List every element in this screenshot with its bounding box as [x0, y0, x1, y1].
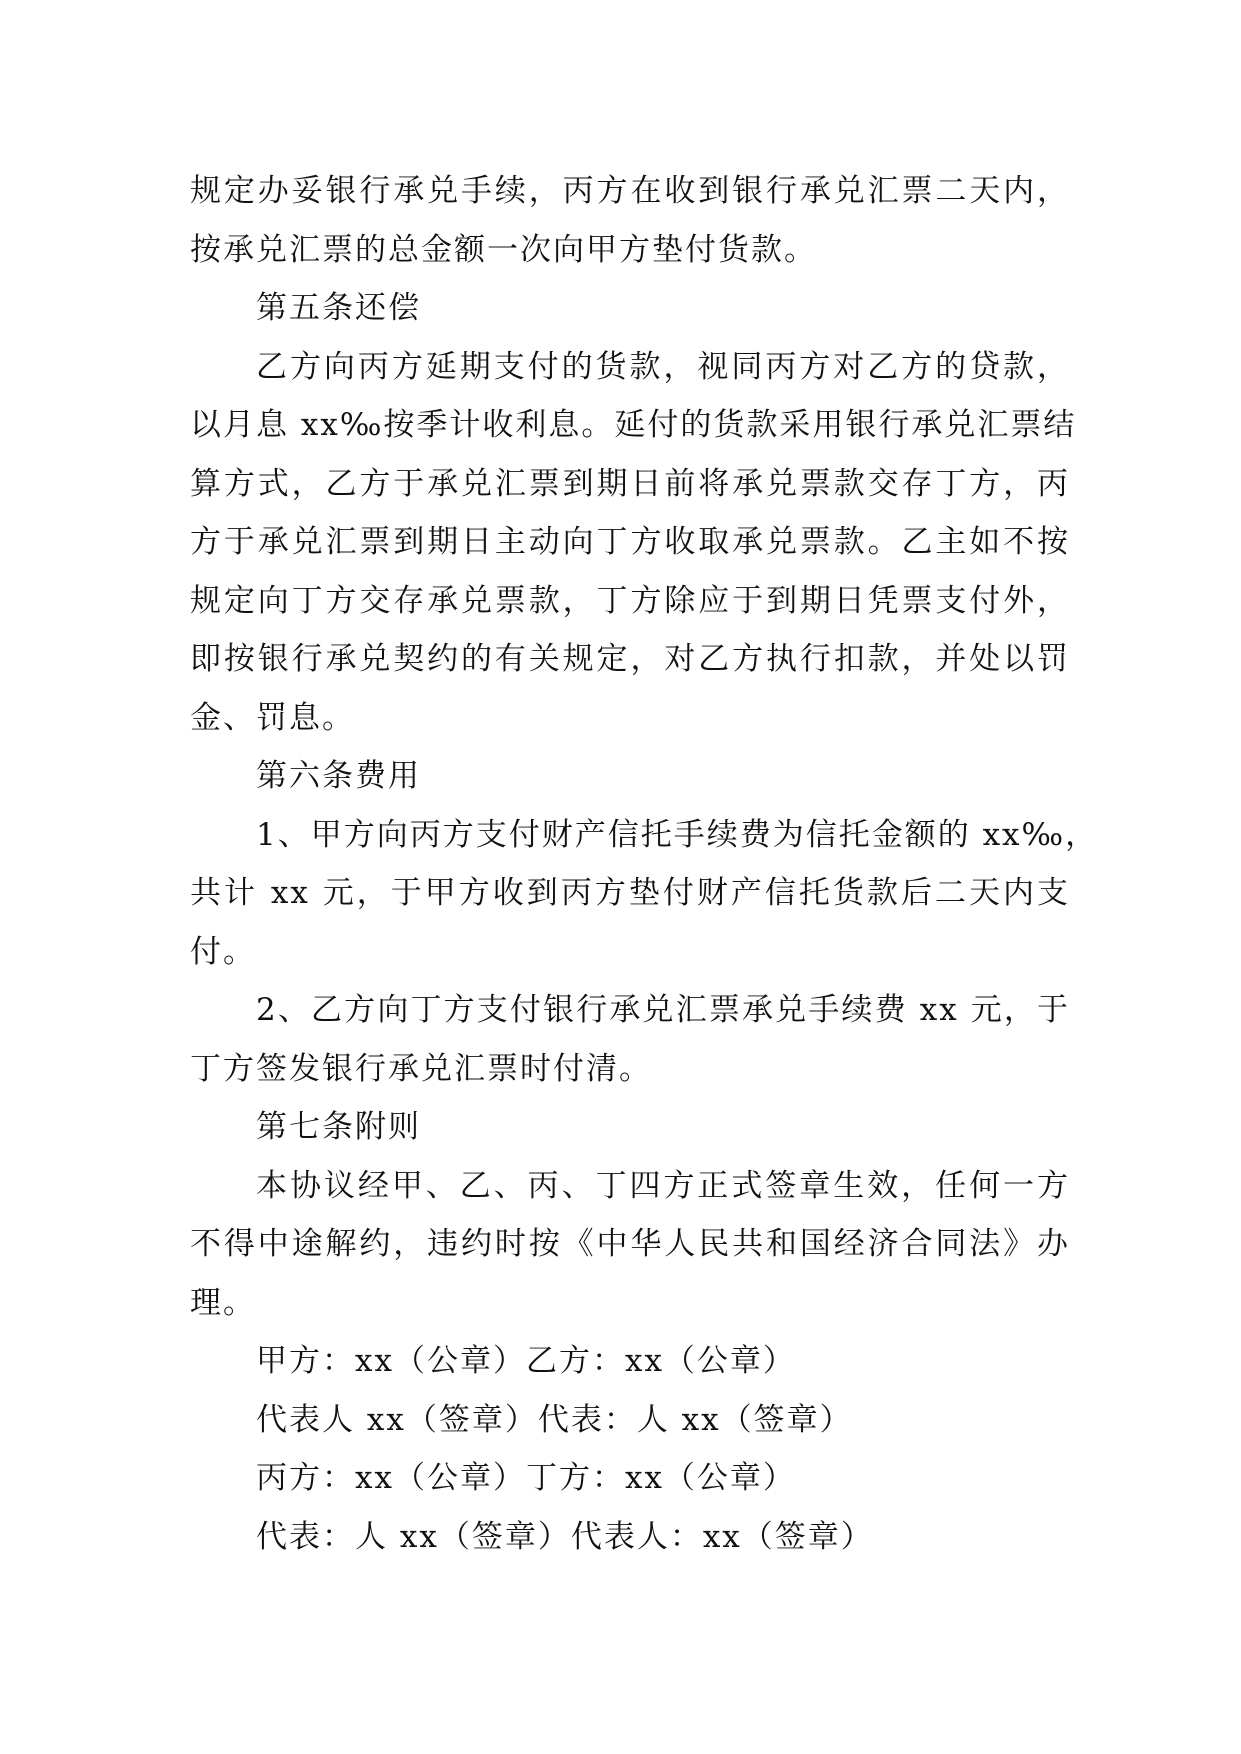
paragraph-line: 共计 xx 元，于甲方收到丙方垫付财产信托货款后二天内支 [190, 875, 1070, 911]
paragraph-line: 理。 [190, 1284, 256, 1321]
paragraph-line: 不得中途解约，违约时按《中华人民共和国经济合同法》办 [190, 1226, 1070, 1262]
signature-line: 代表人 xx（签章）代表：人 xx（签章） [256, 1401, 853, 1438]
document-body [190, 162, 1099, 1566]
paragraph-line: 1、甲方向丙方支付财产信托手续费为信托金额的 xx‰， [256, 816, 1099, 853]
section-heading: 第七条附则 [256, 1109, 421, 1145]
paragraph-line: 算方式，乙方于承兑汇票到期日前将承兑票款交存丁方，丙 [190, 465, 1070, 502]
paragraph-line: 2、乙方向丁方支付银行承兑汇票承兑手续费 xx 元，于 [256, 992, 1070, 1028]
paragraph-line: 规定办妥银行承兑手续，丙方在收到银行承兑汇票二天内， [190, 173, 1070, 209]
paragraph-line: 即按银行承兑契约的有关规定，对乙方执行扣款，并处以罚 [190, 641, 1070, 677]
paragraph-line: 金、罚息。 [190, 699, 355, 736]
paragraph-line: 丁方签发银行承兑汇票时付清。 [190, 1050, 652, 1087]
signature-line: 甲方：xx（公章）乙方：xx（公章） [256, 1343, 796, 1379]
paragraph-line: 以月息 xx‰按季计收利息。延付的货款采用银行承兑汇票结 [190, 407, 1077, 443]
paragraph-line: 本协议经甲、乙、丙、丁四方正式签章生效，任何一方 [256, 1167, 1070, 1204]
signature-line: 丙方：xx（公章）丁方：xx（公章） [256, 1460, 796, 1496]
paragraph-line: 规定向丁方交存承兑票款，丁方除应于到期日凭票支付外， [190, 582, 1070, 619]
signature-line: 代表：人 xx（签章）代表人：xx（签章） [256, 1518, 874, 1555]
paragraph-line: 付。 [190, 933, 256, 970]
paragraph-line: 乙方向丙方延期支付的货款，视同丙方对乙方的贷款， [256, 348, 1070, 385]
paragraph-line: 按承兑汇票的总金额一次向甲方垫付货款。 [190, 231, 817, 268]
paragraph-line: 方于承兑汇票到期日主动向丁方收取承兑票款。乙主如不按 [190, 524, 1070, 560]
section-heading: 第五条还偿 [256, 290, 421, 326]
section-heading: 第六条费用 [256, 758, 421, 794]
